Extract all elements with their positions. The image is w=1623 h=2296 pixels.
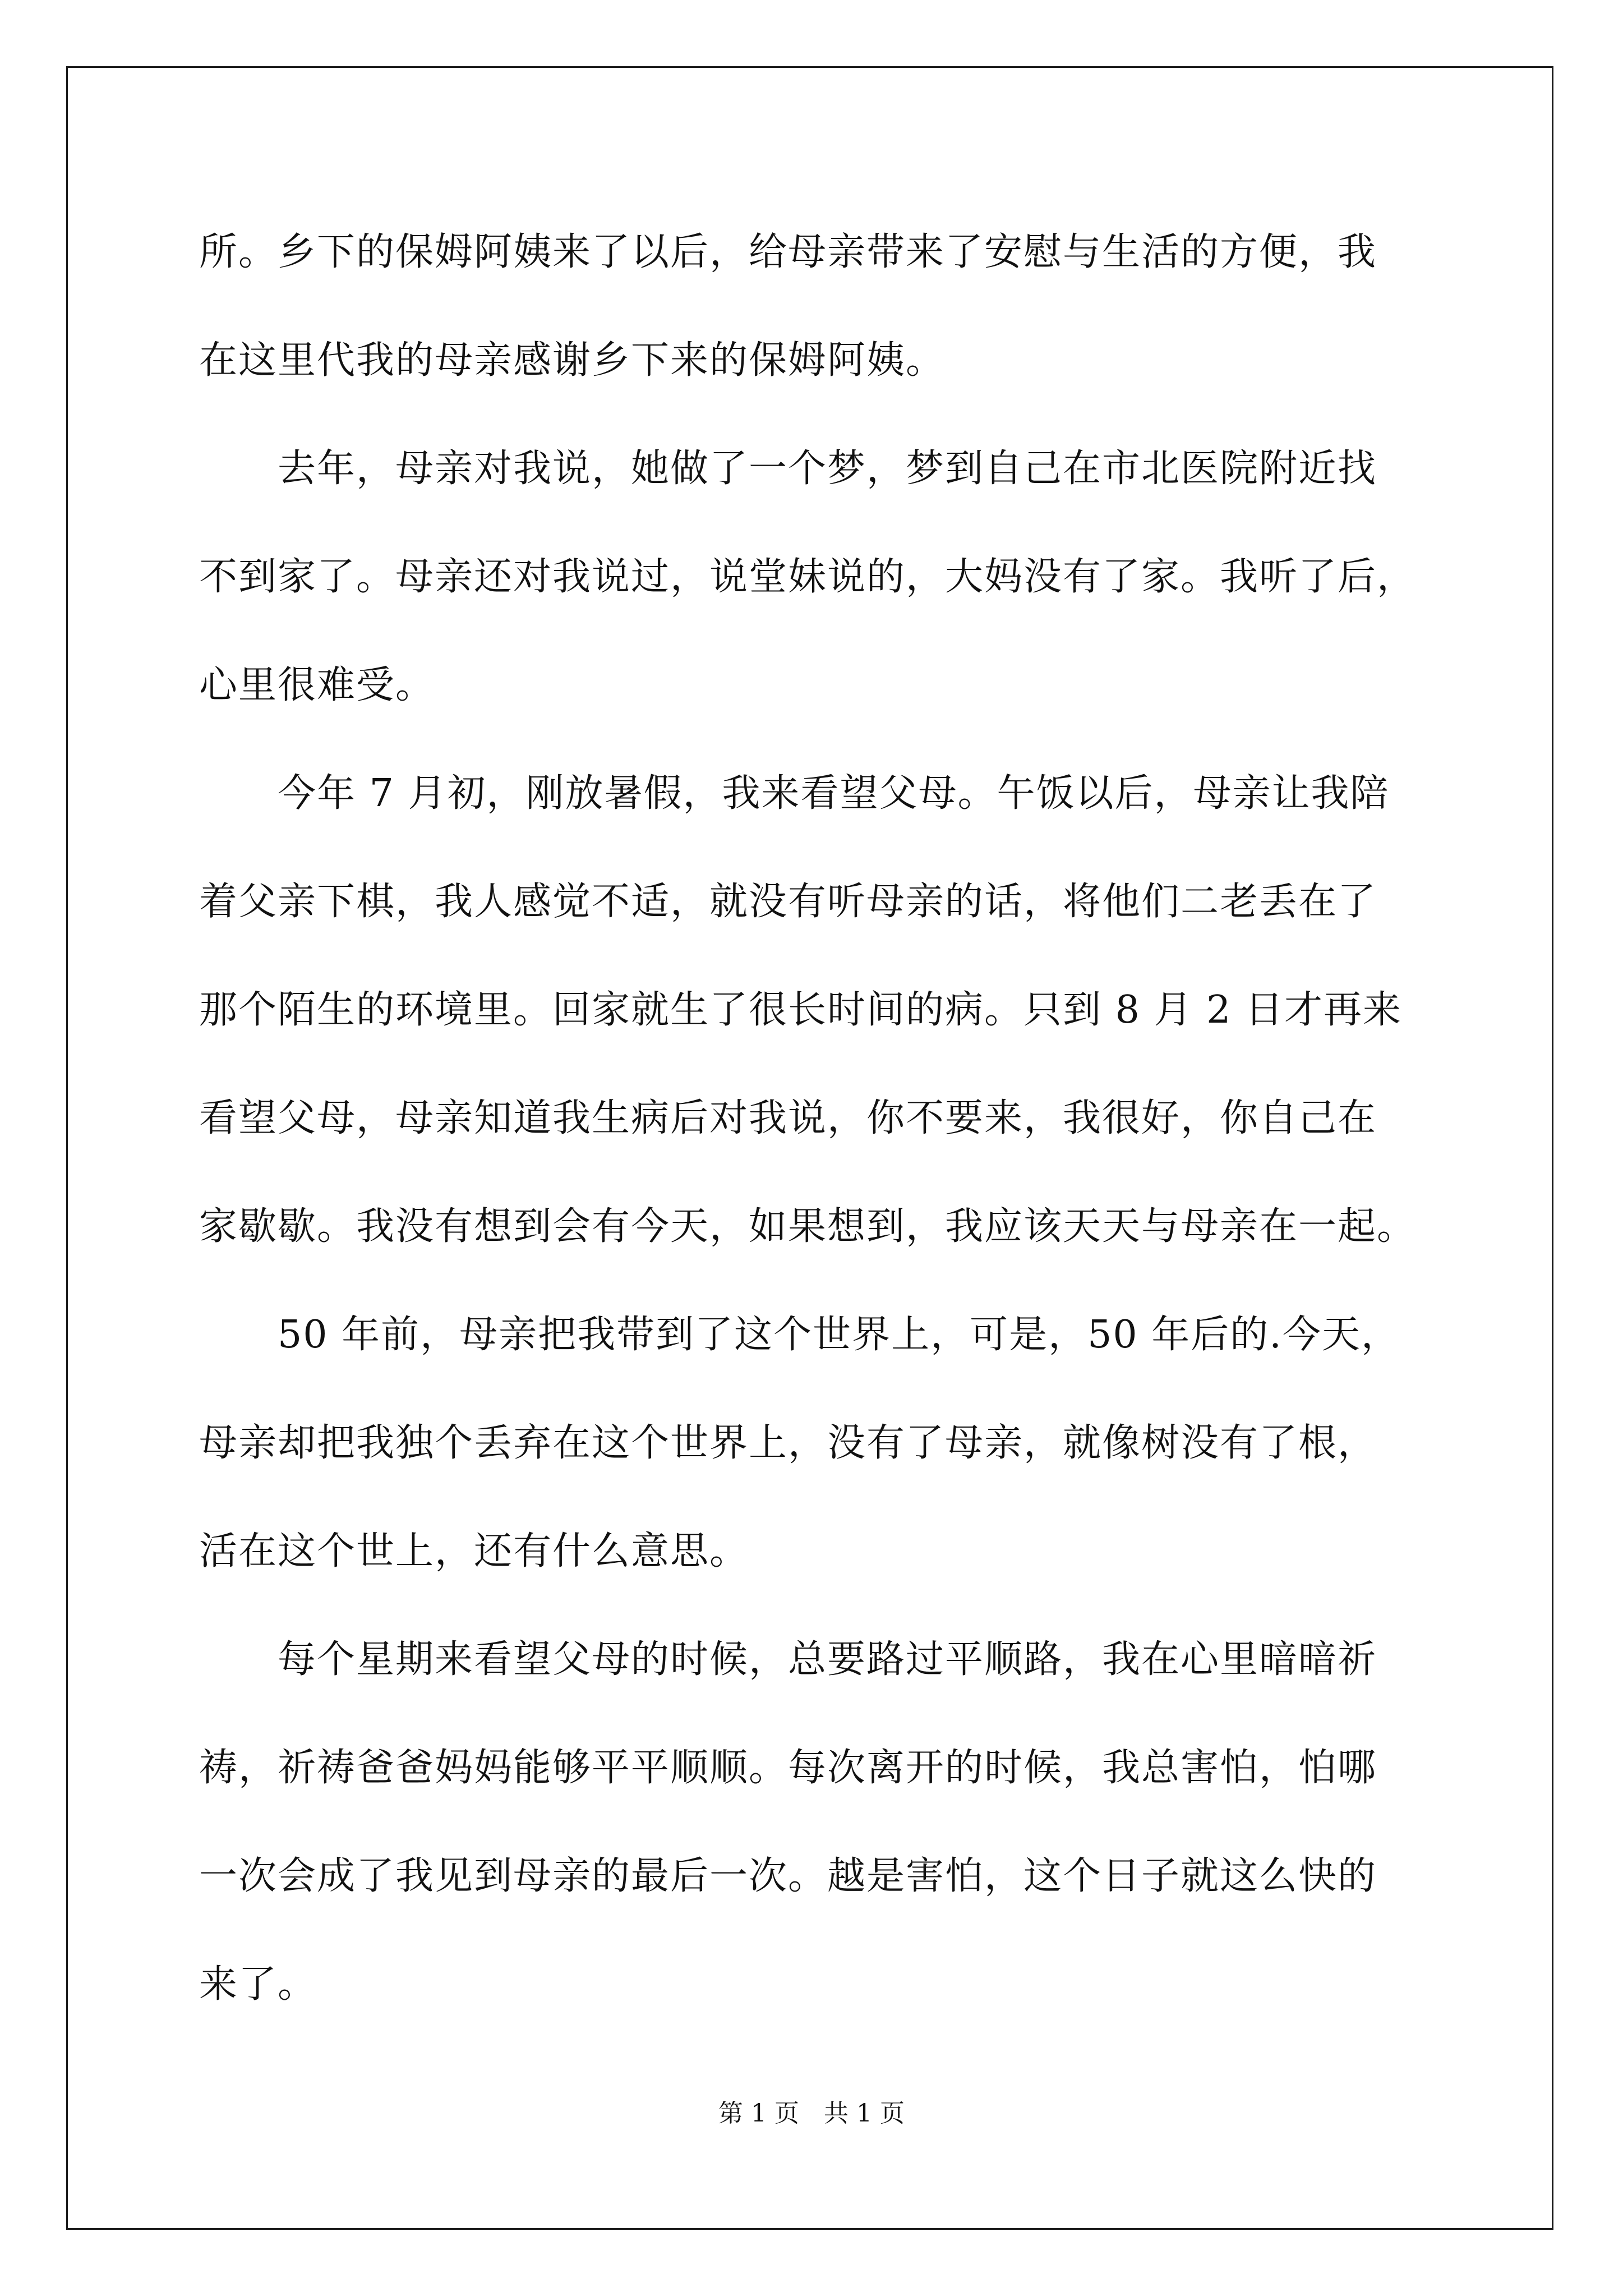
text-line: 家歇歇。我没有想到会有今天，如果想到，我应该天天与母亲在一起。	[199, 1204, 1417, 1249]
text-line: 看望父母，母亲知道我生病后对我说，你不要来，我很好，你自己在	[199, 1096, 1377, 1140]
text-line: 活在这个世上，还有什么意思。	[199, 1529, 749, 1573]
text-line: 不到家了。母亲还对我说过，说堂妹说的，大妈没有了家。我听了后，	[199, 555, 1417, 599]
text-line: 那个陌生的环境里。回家就生了很长时间的病。只到 8 月 2 日才再来	[199, 988, 1402, 1032]
text-line: 一次会成了我见到母亲的最后一次。越是害怕，这个日子就这么快的	[199, 1854, 1377, 1898]
text-line: 在这里代我的母亲感谢乡下来的保姆阿姨。	[199, 338, 946, 383]
document-body	[199, 222, 1433, 2062]
text-line: 心里很难受。	[199, 663, 435, 707]
page-footer: 第 1 页 共 1 页	[718, 2099, 905, 2128]
text-line: 所。乡下的保姆阿姨来了以后，给母亲带来了安慰与生活的方便，我	[199, 230, 1377, 274]
text-line: 母亲却把我独个丢弃在这个世界上，没有了母亲，就像树没有了根，	[199, 1421, 1377, 1465]
text-line: 去年，母亲对我说，她做了一个梦，梦到自己在市北医院附近找	[199, 447, 1377, 491]
text-line: 祷，祈祷爸爸妈妈能够平平顺顺。每次离开的时候，我总害怕，怕哪	[199, 1746, 1377, 1790]
text-line: 来了。	[199, 1962, 317, 2007]
text-line: 每个星期来看望父母的时候，总要路过平顺路，我在心里暗暗祈	[199, 1637, 1377, 1682]
text-line: 着父亲下棋，我人感觉不适，就没有听母亲的话，将他们二老丢在了	[199, 880, 1377, 924]
text-line: 50 年前，母亲把我带到了这个世界上，可是，50 年后的.今天，	[199, 1313, 1400, 1357]
text-line: 今年 7 月初，刚放暑假，我来看望父母。午饭以后，母亲让我陪	[199, 771, 1390, 816]
